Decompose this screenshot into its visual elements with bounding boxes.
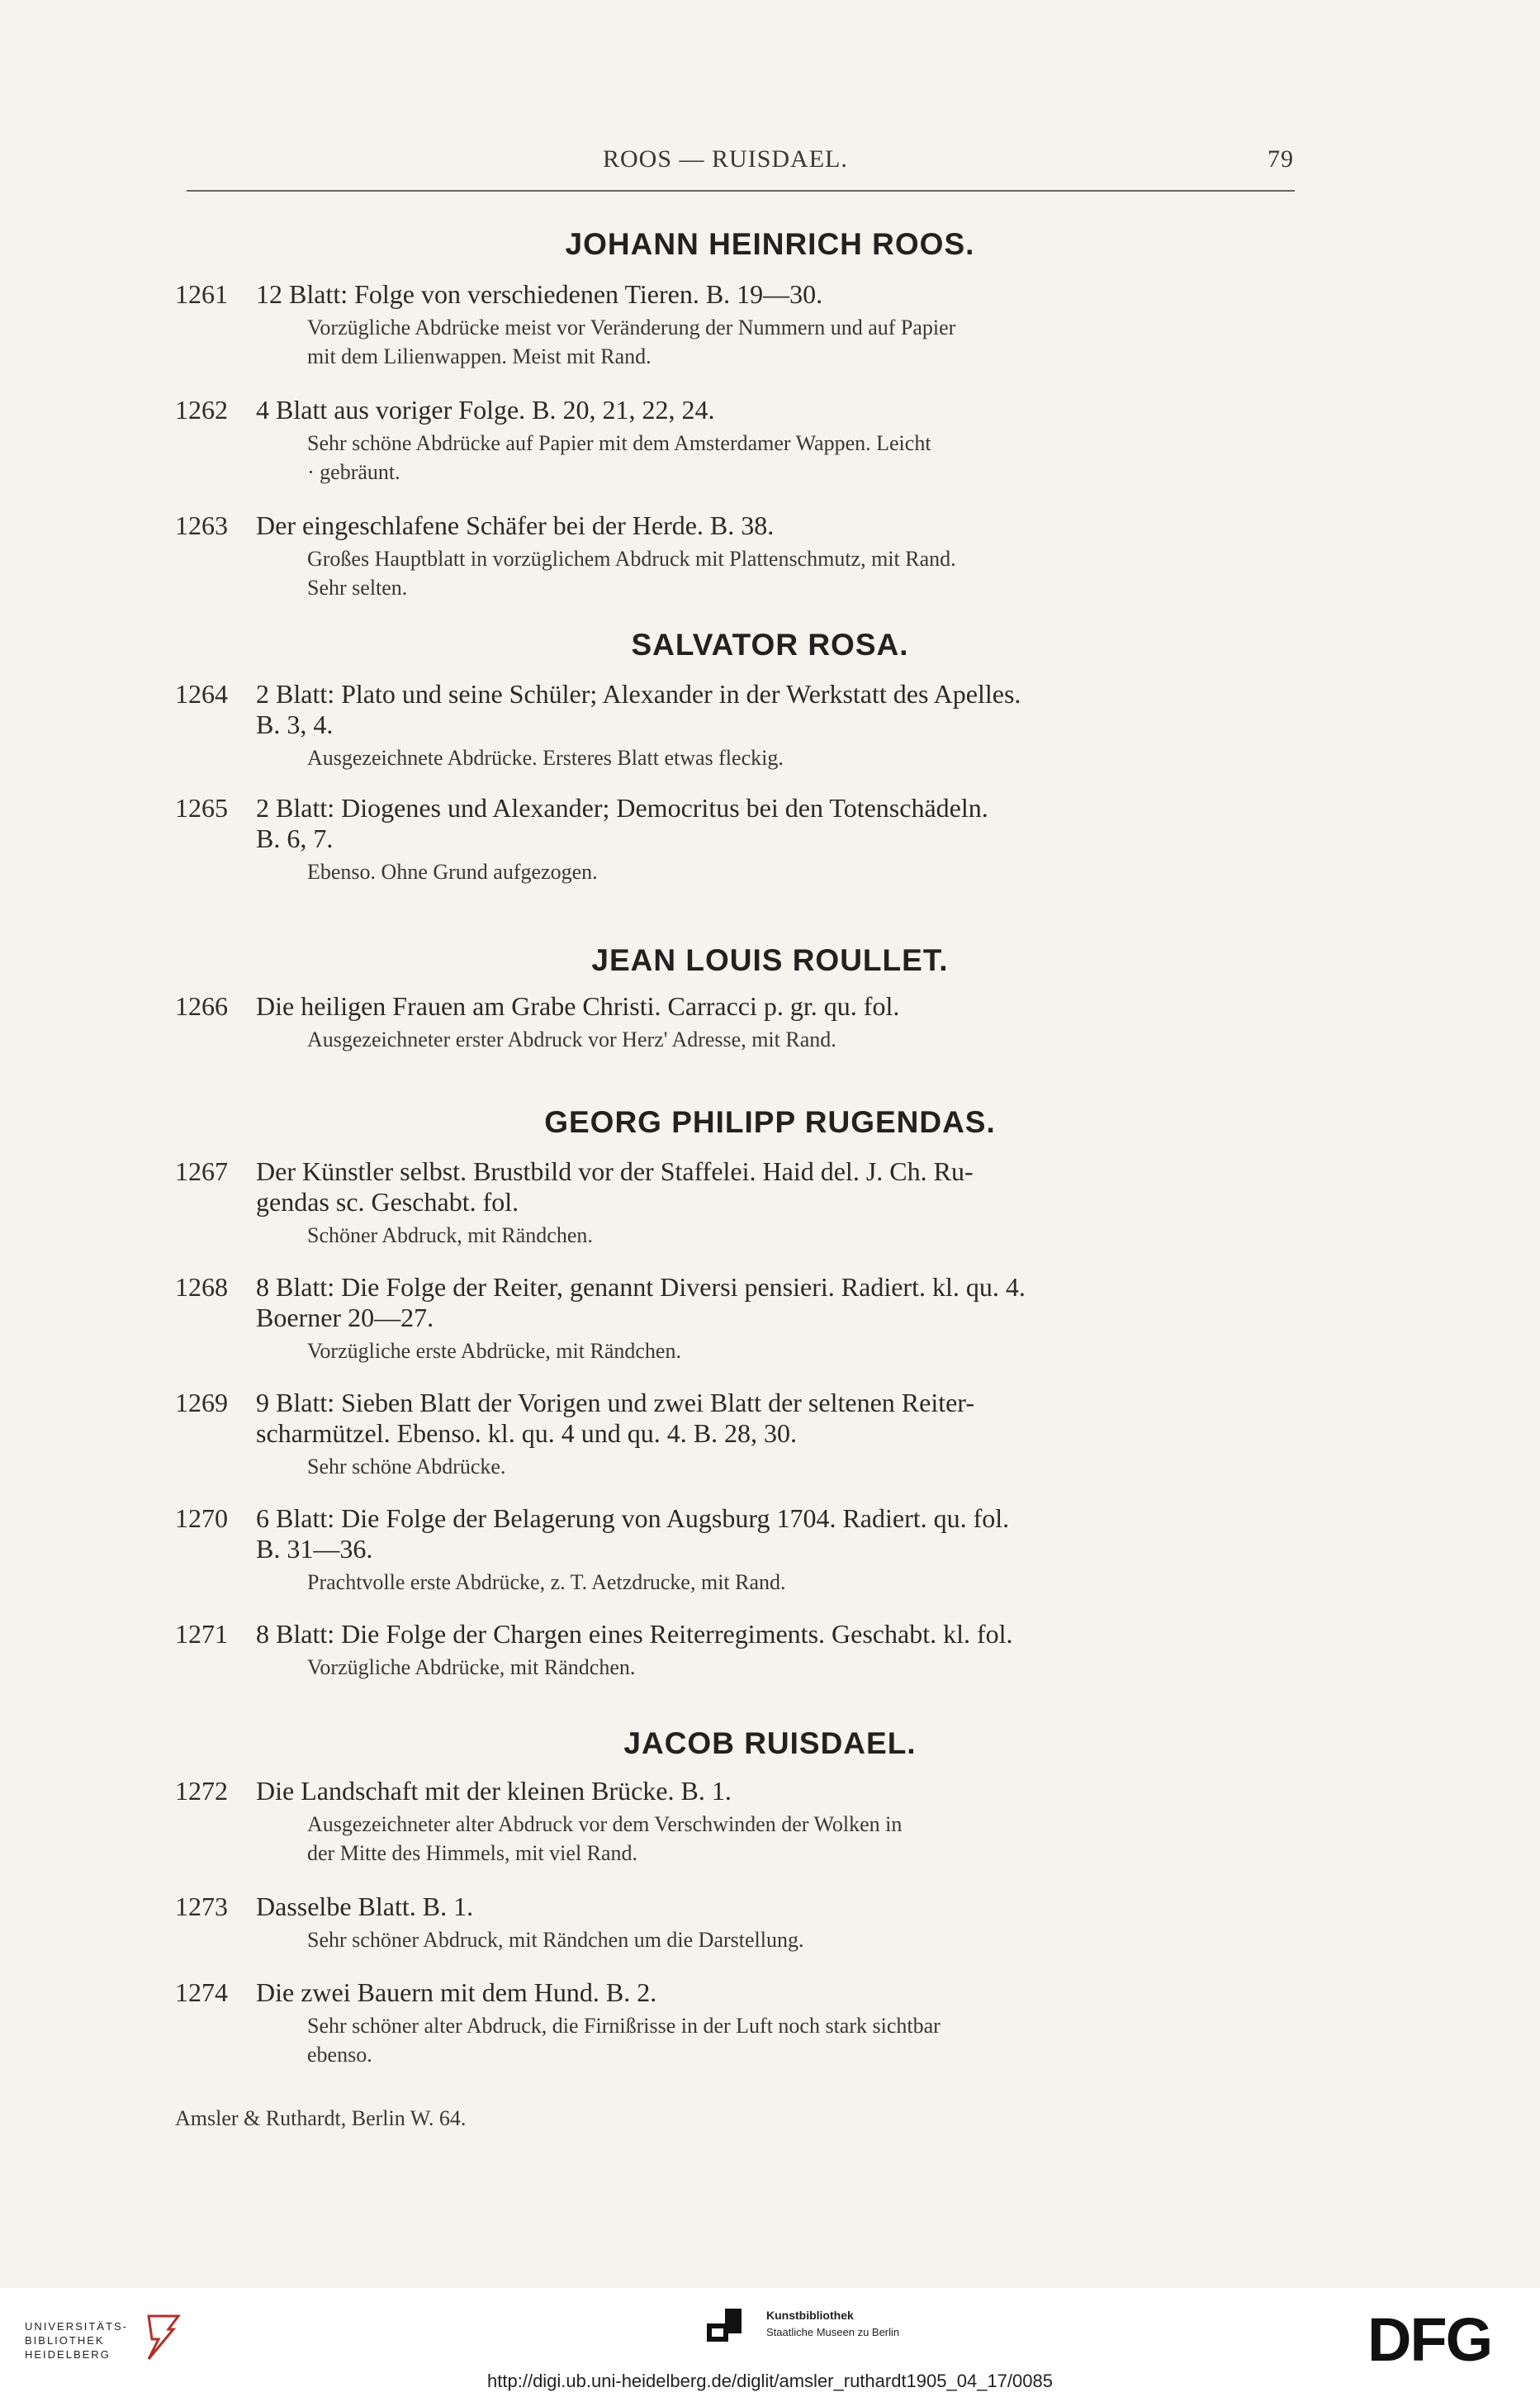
- lot-note: Ausgezeichneter erster Abdruck vor Herz' Adresse, mit Rand.: [307, 1028, 836, 1051]
- lot-note: Ebenso. Ohne Grund aufgezogen.: [307, 860, 598, 884]
- catalog-lot: [175, 1977, 1298, 2069]
- artist-heading: JACOB RUISDAEL.: [623, 1726, 917, 1760]
- lot-note: Sehr schöner alter Abdruck, die Firnißrisse in der Luft noch stark sichtbar: [307, 2014, 941, 2038]
- lot-number: 1271: [175, 1619, 228, 1649]
- lot-description: Boerner 20—27.: [256, 1303, 434, 1332]
- catalog-lot: [175, 679, 1298, 772]
- lot-number: 1265: [175, 793, 228, 823]
- lot-note: Großes Hauptblatt in vorzüglichem Abdruck mit Plattenschmutz, mit Rand.: [307, 547, 956, 571]
- catalog-lot: [175, 991, 1298, 1054]
- lot-note: Vorzügliche Abdrücke, mit Rändchen.: [307, 1655, 636, 1679]
- artist-heading: JOHANN HEINRICH ROOS.: [565, 227, 975, 261]
- lot-number: 1263: [175, 510, 228, 540]
- lot-note: Sehr selten.: [307, 576, 408, 600]
- catalog-lot: [175, 1156, 1298, 1250]
- running-title: ROOS — RUISDAEL.: [603, 145, 848, 173]
- lot-description: Der Künstler selbst. Brustbild vor der Staffelei. Haid del. J. Ch. Ru-: [256, 1156, 974, 1186]
- lot-description: 8 Blatt: Die Folge der Reiter, genannt Diversi pensieri. Radiert. kl. qu. 4.: [256, 1272, 1026, 1302]
- catalog-lot: [175, 279, 1298, 371]
- university-library-logo-icon: [139, 2313, 185, 2362]
- lot-description: 6 Blatt: Die Folge der Belagerung von Augsburg 1704. Radiert. qu. fol.: [256, 1503, 1010, 1533]
- lot-description: Die zwei Bauern mit dem Hund. B. 2.: [256, 1977, 657, 2007]
- artist-heading: GEORG PHILIPP RUGENDAS.: [544, 1105, 996, 1139]
- lot-note: Ausgezeichnete Abdrücke. Ersteres Blatt etwas fleckig.: [307, 746, 784, 770]
- lot-note: Sehr schöne Abdrücke auf Papier mit dem Amsterdamer Wappen. Leicht: [307, 431, 931, 455]
- lot-description: 2 Blatt: Diogenes und Alexander; Democritus bei den Totenschädeln.: [256, 793, 988, 823]
- permalink-url[interactable]: http://digi.ub.uni-heidelberg.de/diglit/amsler_ruthardt1905_04_17/0085: [487, 2371, 1053, 2391]
- lot-number: 1262: [175, 395, 228, 425]
- lot-description: B. 6, 7.: [256, 824, 334, 853]
- catalog-lot: [175, 1619, 1298, 1682]
- lot-note: · gebräunt.: [307, 460, 400, 484]
- catalog-lot: [175, 793, 1298, 886]
- lot-description: 4 Blatt aus voriger Folge. B. 20, 21, 22, 24.: [256, 395, 715, 425]
- lot-number: 1269: [175, 1388, 228, 1417]
- lot-description: Dasselbe Blatt. B. 1.: [256, 1891, 474, 1921]
- university-library-name: UNIVERSITÄTS- BIBLIOTHEK HEIDELBERG: [25, 2320, 128, 2361]
- museum-name: Kunstbibliothek: [766, 2309, 854, 2322]
- lot-note: Sehr schöne Abdrücke.: [307, 1455, 506, 1479]
- lot-number: 1261: [175, 279, 228, 309]
- lot-number: 1270: [175, 1503, 228, 1533]
- lot-description: scharmützel. Ebenso. kl. qu. 4 und qu. 4. B. 28, 30.: [256, 1418, 798, 1448]
- lot-description: B. 3, 4.: [256, 710, 334, 739]
- lot-number: 1264: [175, 679, 228, 709]
- kunstbibliothek-logo-icon: [704, 2309, 756, 2345]
- lot-note: Schöner Abdruck, mit Rändchen.: [307, 1223, 593, 1247]
- lot-number: 1267: [175, 1156, 228, 1186]
- lot-description: Die Landschaft mit der kleinen Brücke. B. 1.: [256, 1776, 732, 1806]
- lot-number: 1272: [175, 1776, 228, 1806]
- catalog-lot: [175, 1272, 1298, 1365]
- artist-heading: JEAN LOUIS ROULLET.: [591, 943, 949, 977]
- artist-heading: SALVATOR ROSA.: [631, 628, 909, 662]
- lot-note: der Mitte des Himmels, mit viel Rand.: [307, 1841, 638, 1865]
- lot-description: 12 Blatt: Folge von verschiedenen Tieren. B. 19—30.: [256, 279, 823, 309]
- catalog-lot: [175, 1388, 1298, 1481]
- lot-note: Sehr schöner Abdruck, mit Rändchen um die Darstellung.: [307, 1928, 804, 1952]
- lot-number: 1273: [175, 1891, 228, 1921]
- lot-number: 1266: [175, 991, 228, 1021]
- catalog-lot: [175, 510, 1298, 602]
- header-rule: [187, 190, 1295, 192]
- lot-description: gendas sc. Geschabt. fol.: [256, 1187, 519, 1217]
- lot-description: Die heiligen Frauen am Grabe Christi. Carracci p. gr. qu. fol.: [256, 991, 900, 1021]
- lot-description: 9 Blatt: Sieben Blatt der Vorigen und zwei Blatt der seltenen Reiter-: [256, 1388, 974, 1417]
- museum-subtitle: Staatliche Museen zu Berlin: [766, 2326, 900, 2338]
- catalog-lot: [175, 1776, 1298, 1868]
- lot-description: 2 Blatt: Plato und seine Schüler; Alexander in der Werkstatt des Apelles.: [256, 679, 1021, 709]
- lot-note: Prachtvolle erste Abdrücke, z. T. Aetzdrucke, mit Rand.: [307, 1570, 786, 1594]
- catalog-lot: [175, 395, 1298, 487]
- lot-note: mit dem Lilienwappen. Meist mit Rand.: [307, 344, 652, 368]
- lot-note: Vorzügliche erste Abdrücke, mit Rändchen.: [307, 1339, 681, 1363]
- lot-description: B. 31—36.: [256, 1534, 373, 1564]
- printer-imprint: Amsler & Ruthardt, Berlin W. 64.: [175, 2106, 467, 2130]
- page-number: 79: [1268, 145, 1294, 173]
- lot-description: 8 Blatt: Die Folge der Chargen eines Reiterregiments. Geschabt. kl. fol.: [256, 1619, 1013, 1649]
- lot-description: Der eingeschlafene Schäfer bei der Herde. B. 38.: [256, 510, 775, 540]
- catalog-lot: [175, 1503, 1298, 1597]
- lot-note: ebenso.: [307, 2043, 372, 2067]
- lot-note: Ausgezeichneter alter Abdruck vor dem Verschwinden der Wolken in: [307, 1812, 903, 1836]
- catalog-lot: [175, 1891, 1298, 1954]
- lot-number: 1268: [175, 1272, 228, 1302]
- dfg-logo: DFG: [1367, 2305, 1492, 2374]
- lot-number: 1274: [175, 1977, 228, 2007]
- lot-note: Vorzügliche Abdrücke meist vor Veränderung der Nummern und auf Papier: [307, 316, 956, 339]
